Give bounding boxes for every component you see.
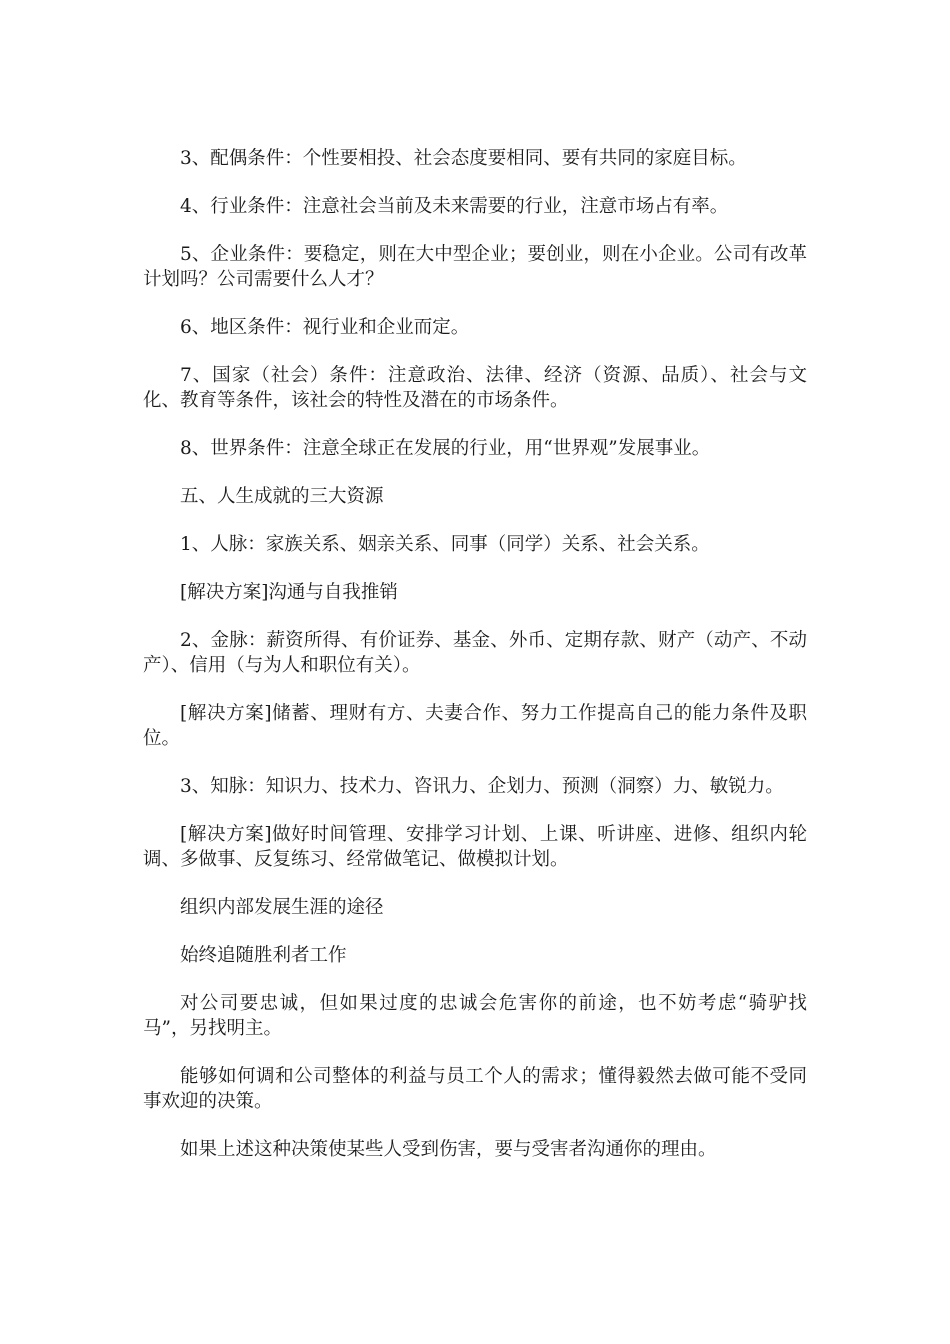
- paragraph-network-solution: [解决方案]沟通与自我推销: [180, 582, 398, 603]
- paragraph-industry-condition: 4、行业条件：注意社会当前及未来需要的行业，注意市场占有率。: [180, 196, 729, 217]
- paragraph-knowledge-solution: [解决方案]做好时间管理、安排学习计划、上课、听讲座、进修、组织内轮调、多做事、反复练习、经常做笔记、做模拟计划。: [143, 824, 807, 870]
- paragraph-network: 1、人脉：家族关系、姻亲关系、同事（同学）关系、社会关系。: [180, 534, 710, 555]
- paragraph-knowledge: 3、知脉：知识力、技术力、咨讯力、企划力、预测（洞察）力、敏锐力。: [180, 776, 784, 797]
- paragraph-marriage-condition: 3、配偶条件：个性要相投、社会态度要相同、要有共同的家庭目标。: [180, 148, 747, 169]
- paragraph-nation-condition: 7、国家（社会）条件：注意政治、法律、经济（资源、品质）、社会与文化、教育等条件，该社会的特性及潜在的市场条件。: [143, 365, 807, 411]
- paragraph-follow-winners: 始终追随胜利者工作: [180, 945, 347, 966]
- document-body: [143, 146, 807, 1185]
- paragraph-finance-solution: [解决方案]储蓄、理财有方、夫妻合作、努力工作提高自己的能力条件及职位。: [143, 703, 807, 749]
- section-heading-three-resources: 五、人生成就的三大资源: [180, 486, 384, 507]
- paragraph-communicate-reasons: 如果上述这种决策使某些人受到伤害，要与受害者沟通你的理由。: [180, 1139, 717, 1160]
- paragraph-region-condition: 6、地区条件：视行业和企业而定。: [180, 317, 470, 338]
- section-heading-internal-career: 组织内部发展生涯的途径: [180, 897, 384, 918]
- paragraph-loyalty: 对公司要忠诚，但如果过度的忠诚会危害你的前途，也不妨考虑“骑驴找马”，另找明主。: [143, 993, 807, 1039]
- paragraph-enterprise-condition: 5、企业条件：要稳定，则在大中型企业；要创业，则在小企业。公司有改革计划吗？公司需要什么人才？: [143, 244, 807, 290]
- paragraph-world-condition: 8、世界条件：注意全球正在发展的行业，用“世界观”发展事业。: [180, 438, 711, 459]
- paragraph-finance: 2、金脉：薪资所得、有价证券、基金、外币、定期存款、财产（动产、不动产）、信用（与为人和职位有关）。: [143, 630, 807, 676]
- paragraph-balance-interests: 能够如何调和公司整体的利益与员工个人的需求；懂得毅然去做可能不受同事欢迎的决策。: [143, 1066, 807, 1112]
